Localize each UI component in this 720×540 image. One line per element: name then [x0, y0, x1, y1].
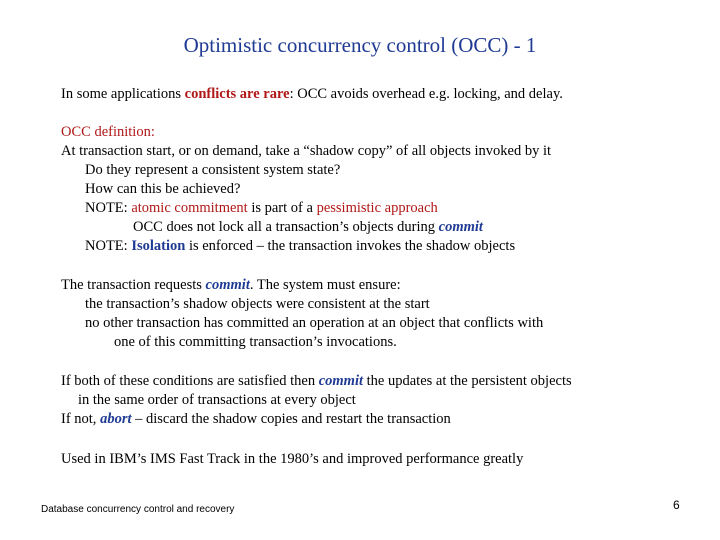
intro-line: [61, 85, 563, 104]
definition-line-2: Do they represent a consistent system state?: [85, 162, 341, 178]
commit-line-4: one of this committing transaction’s invocations.: [114, 334, 397, 350]
commit-term: commit: [205, 277, 250, 293]
atomic-commitment-term: atomic commitment: [131, 200, 248, 216]
commit-line-1-c: . The system must ensure:: [249, 277, 401, 293]
page-number: 6: [673, 498, 680, 512]
outcome-line-1: [61, 372, 572, 391]
commit-line-2: the transaction’s shadow objects were consistent at the start: [85, 296, 430, 312]
slide-footer: Database concurrency control and recovery: [41, 504, 235, 515]
intro-text-c: : OCC avoids overhead e.g. locking, and delay.: [289, 86, 563, 102]
commit-line-3: no other transaction has committed an operation at an object that conflicts with: [85, 315, 544, 331]
note2-rest: is enforced – the transaction invokes the shadow objects: [185, 238, 516, 254]
outcome-line-3: [61, 410, 451, 429]
slide-title: Optimistic concurrency control (OCC) - 1: [183, 33, 537, 57]
definition-line-5: [133, 218, 483, 237]
outcome-line-1-a: If both of these conditions are satisfied then: [61, 373, 319, 389]
definition-note-1: [85, 199, 438, 218]
usage-line: Used in IBM’s IMS Fast Track in the 1980’s and improved performance greatly: [61, 451, 524, 467]
commit-line-1: [61, 276, 401, 295]
line5-text: OCC does not lock all a transaction’s objects during: [133, 219, 439, 235]
commit-line-1-a: The transaction requests: [61, 277, 206, 293]
commit-term: commit: [438, 219, 483, 235]
outcome-line-1-c: the updates at the persistent objects: [363, 373, 572, 389]
note2-label: NOTE:: [85, 238, 132, 254]
conflicts-rare-highlight: conflicts are rare: [184, 86, 290, 102]
outcome-line-2: in the same order of transactions at every object: [78, 392, 356, 408]
abort-term: abort: [100, 411, 132, 427]
definition-note-2: [85, 237, 515, 256]
outcome-line-3-c: – discard the shadow copies and restart the transaction: [131, 411, 451, 427]
note1-label: NOTE:: [85, 200, 132, 216]
definition-line-1: At transaction start, or on demand, take a “shadow copy” of all objects invoked by it: [61, 143, 552, 159]
commit-term: commit: [318, 373, 364, 389]
isolation-term: Isolation: [131, 238, 186, 254]
intro-text-a: In some applications: [61, 86, 185, 102]
outcome-line-3-a: If not,: [61, 411, 101, 427]
occ-definition-heading: OCC definition:: [61, 124, 155, 140]
pessimistic-approach-term: pessimistic approach: [316, 200, 438, 216]
definition-line-3: How can this be achieved?: [85, 181, 241, 197]
note1-middle: is part of a: [247, 200, 317, 216]
